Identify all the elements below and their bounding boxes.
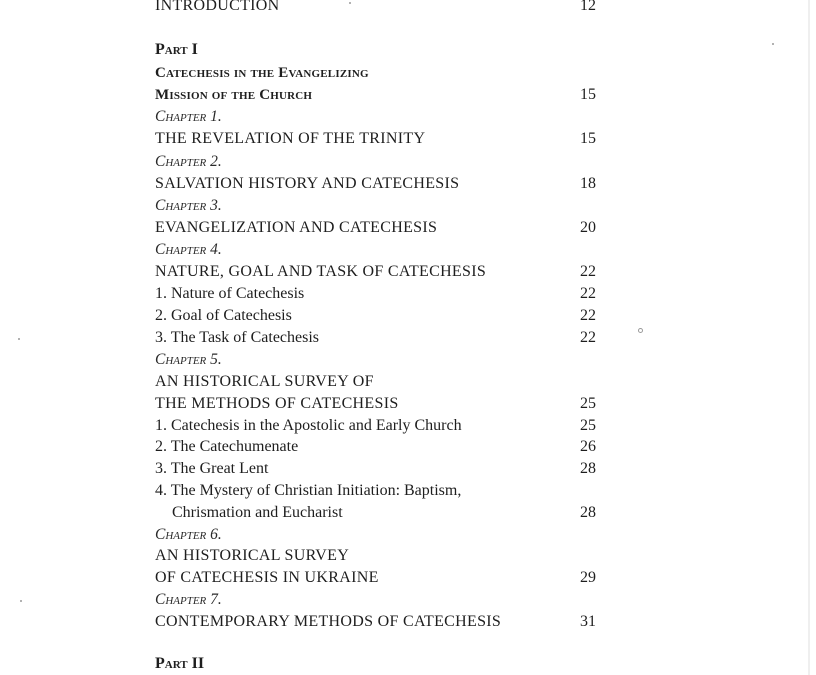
chapter-4-item-3-title: 3. The Task of Catechesis: [155, 329, 320, 346]
part-1-heading-line-2: Mission of the Church: [155, 87, 313, 103]
chapter-6-title-line-2: OF CATECHESIS IN UKRAINE: [155, 569, 379, 586]
chapter-5-title-line-1: AN HISTORICAL SURVEY OF: [155, 373, 374, 390]
part-1-page: 15: [580, 86, 596, 103]
chapter-4-title: NATURE, GOAL AND TASK OF CATECHESIS: [155, 263, 487, 280]
chapter-4-item-2-title: 2. Goal of Catechesis: [155, 307, 292, 324]
chapter-2-title: SALVATION HISTORY AND CATECHESIS: [155, 175, 460, 192]
chapter-7-label: Chapter 7.: [155, 591, 222, 608]
chapter-5-item-4-title: 4. The Mystery of Christian Initiation: Baptism,: [155, 482, 462, 499]
chapter-5-item-4-page: 28: [580, 504, 596, 521]
chapter-5-item-1-page: 25: [580, 417, 596, 434]
part-1-label: Part I: [155, 41, 198, 58]
chapter-4-item-1-page: 22: [580, 285, 596, 302]
chapter-4-item-3-page: 22: [580, 329, 596, 346]
chapter-3-title: EVANGELIZATION AND CATECHESIS: [155, 219, 438, 236]
chapter-5-item-4-title-continued: Chrismation and Eucharist: [172, 504, 343, 521]
scan-speck: [349, 2, 351, 4]
chapter-1-page: 15: [580, 130, 596, 147]
chapter-5-item-3-page: 28: [580, 460, 596, 477]
chapter-5-page: 25: [580, 395, 596, 412]
part-2-label: Part II: [155, 655, 205, 672]
chapter-4-item-2-page: 22: [580, 307, 596, 324]
scan-speck: [638, 328, 643, 333]
toc-introduction-page: 12: [580, 0, 596, 14]
scan-speck: [18, 338, 20, 340]
chapter-5-label: Chapter 5.: [155, 351, 222, 368]
part-1-heading-line-1: Catechesis in the Evangelizing: [155, 65, 369, 81]
chapter-3-page: 20: [580, 219, 596, 236]
chapter-2-page: 18: [580, 175, 596, 192]
chapter-5-title-line-2: THE METHODS OF CATECHESIS: [155, 395, 399, 412]
chapter-5-item-3-title: 3. The Great Lent: [155, 460, 269, 477]
chapter-3-label: Chapter 3.: [155, 197, 222, 214]
scan-speck: [772, 43, 774, 45]
chapter-4-label: Chapter 4.: [155, 241, 222, 258]
chapter-5-item-1-title: 1. Catechesis in the Apostolic and Early Church: [155, 417, 462, 434]
chapter-4-item-1-title: 1. Nature of Catechesis: [155, 285, 305, 302]
chapter-6-page: 29: [580, 569, 596, 586]
chapter-1-title: THE REVELATION OF THE TRINITY: [155, 130, 426, 147]
scan-speck: [20, 600, 22, 602]
chapter-7-page: 31: [580, 613, 596, 630]
chapter-7-title: CONTEMPORARY METHODS OF CATECHESIS: [155, 613, 502, 630]
page-edge-shadow: [808, 0, 810, 675]
toc-introduction-title: INTRODUCTION: [155, 0, 280, 14]
chapter-2-label: Chapter 2.: [155, 153, 222, 170]
chapter-6-label: Chapter 6.: [155, 526, 222, 543]
chapter-5-item-2-title: 2. The Catechumenate: [155, 438, 299, 455]
chapter-6-title-line-1: AN HISTORICAL SURVEY: [155, 547, 350, 564]
chapter-4-page: 22: [580, 263, 596, 280]
chapter-5-item-2-page: 26: [580, 438, 596, 455]
chapter-1-label: Chapter 1.: [155, 108, 222, 125]
